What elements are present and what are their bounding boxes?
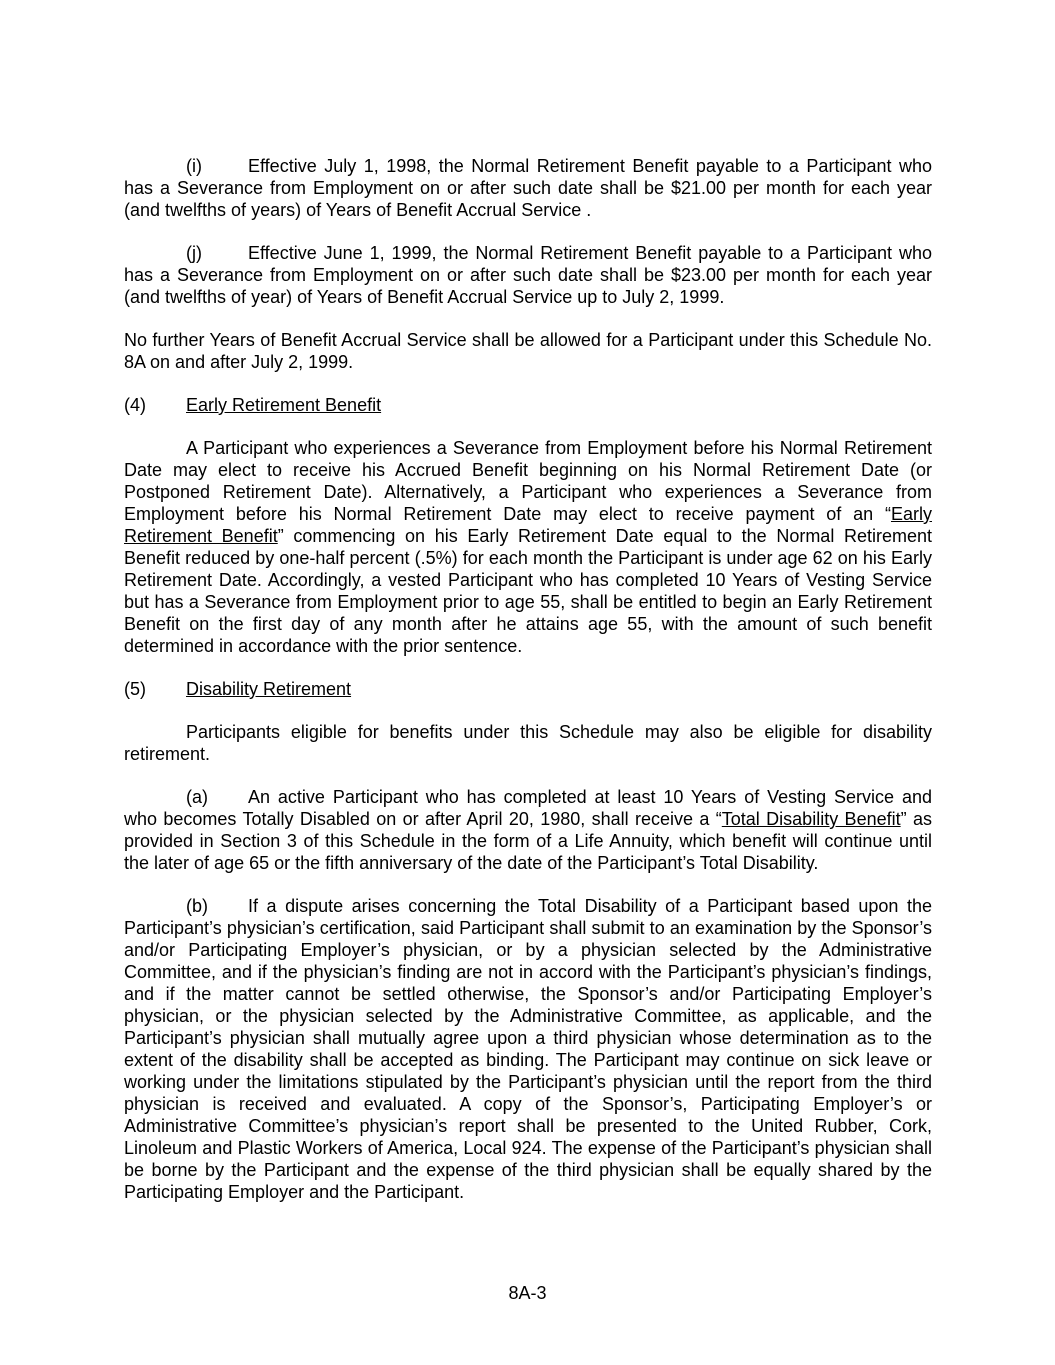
section-5-b-label: (b): [186, 896, 208, 916]
paragraph-i: [124, 155, 932, 221]
paragraph-j-label: (j): [186, 243, 202, 263]
paragraph-j: [124, 242, 932, 308]
section-5-a-label: (a): [186, 787, 208, 807]
page-number: 8A-3: [508, 1283, 547, 1303]
section-5-a-text-part2: ” as provided in Section 3 of this Schedule in the form of a Life Annuity, which benefit will continue until the later of age 65 or the fifth anniversary of the date of the Participant’s Total Disability.: [124, 809, 932, 873]
section-5-a-text-part1: An active Participant who has completed at least 10 Years of Vesting Service and who becomes Totally Disabled on or after April 20, 1980, shall receive a “: [124, 787, 932, 829]
section-4-number: (4): [124, 395, 146, 415]
paragraph-i-label: (i): [186, 156, 202, 176]
section-4-title: Early Retirement Benefit: [186, 395, 382, 415]
section-5-paragraph-a: [124, 786, 932, 874]
section-4-defined-term: Early Retirement Benefit: [124, 504, 932, 546]
paragraph-i-text: Effective July 1, 1998, the Normal Retirement Benefit payable to a Participant who has a Severance from Employment on or after such date shall be $21.00 per month for each year (and twelfths of years) of Years of Benefit Accrual Service .: [124, 156, 932, 220]
section-5-paragraph-b: [124, 895, 932, 1203]
section-4-body-part2: ” commencing on his Early Retirement Date equal to the Normal Retirement Benefit reduced by one-half percent (.5%) for each month the Participant is under age 62 on his Early Retirement Date. Accordingly, a vested Participant who has completed 10 Years of Vesting Service but has a Severance from Employment prior to age 55, shall be entitled to begin an Early Retirement Benefit on the first day of any month after he attains age 55, with the amount of such benefit determined in accordance with the prior sentence.: [124, 526, 932, 656]
section-4-heading: [124, 394, 932, 416]
section-4-body: [124, 437, 932, 657]
paragraph-no-further: No further Years of Benefit Accrual Service shall be allowed for a Participant under this Schedule No. 8A on and after July 2, 1999.: [124, 330, 932, 372]
section-5-intro: Participants eligible for benefits under this Schedule may also be eligible for disability retirement.: [124, 722, 932, 764]
section-5-b-text: If a dispute arises concerning the Total Disability of a Participant based upon the Participant’s physician’s certification, said Participant shall submit to an examination by the Sponsor’s and/or Participating Employer’s physician, or by a physician selected by the Administrative Committee, and if the physician’s finding are not in accord with the Participant’s physician’s findings, and if the matter cannot be settled otherwise, the Sponsor’s and/or Participating Employer’s physician, or the physician selected by the Administrative Committee, as applicable, and the Participant’s physician shall mutually agree upon a third physician whose determination as to the extent of the disability shall be accepted as binding. The Participant may continue on sick leave or working under the limitations stipulated by the Participant’s physician until the report from the third physician is received and evaluated. A copy of the Sponsor’s, Participating Employer’s or Administrative Committee’s physician’s report shall be presented to the United Rubber, Cork, Linoleum and Plastic Workers of America, Local 924. The expense of the Participant’s physician shall be borne by the Participant and the expense of the third physician shall be equally shared by the Participating Employer and the Participant.: [124, 896, 932, 1202]
paragraph-j-text: Effective June 1, 1999, the Normal Retirement Benefit payable to a Participant who has a Severance from Employment on or after such date shall be $23.00 per month for each year (and twelfths of year) of Years of Benefit Accrual Service up to July 2, 1999.: [124, 243, 932, 307]
section-5-number: (5): [124, 679, 146, 699]
section-5-heading: [124, 678, 932, 700]
document-body: [124, 155, 932, 1224]
section-4-body-part1: A Participant who experiences a Severance from Employment before his Normal Retirement Date may elect to receive his Accrued Benefit beginning on his Normal Retirement Date (or Postponed Retirement Date). Alternatively, a Participant who experiences a Severance from Employment before his Normal Retirement Date may elect to receive payment of an “: [124, 438, 932, 524]
section-5-title: Disability Retirement: [186, 679, 352, 699]
section-5-a-defined-term: Total Disability Benefit: [721, 809, 901, 829]
